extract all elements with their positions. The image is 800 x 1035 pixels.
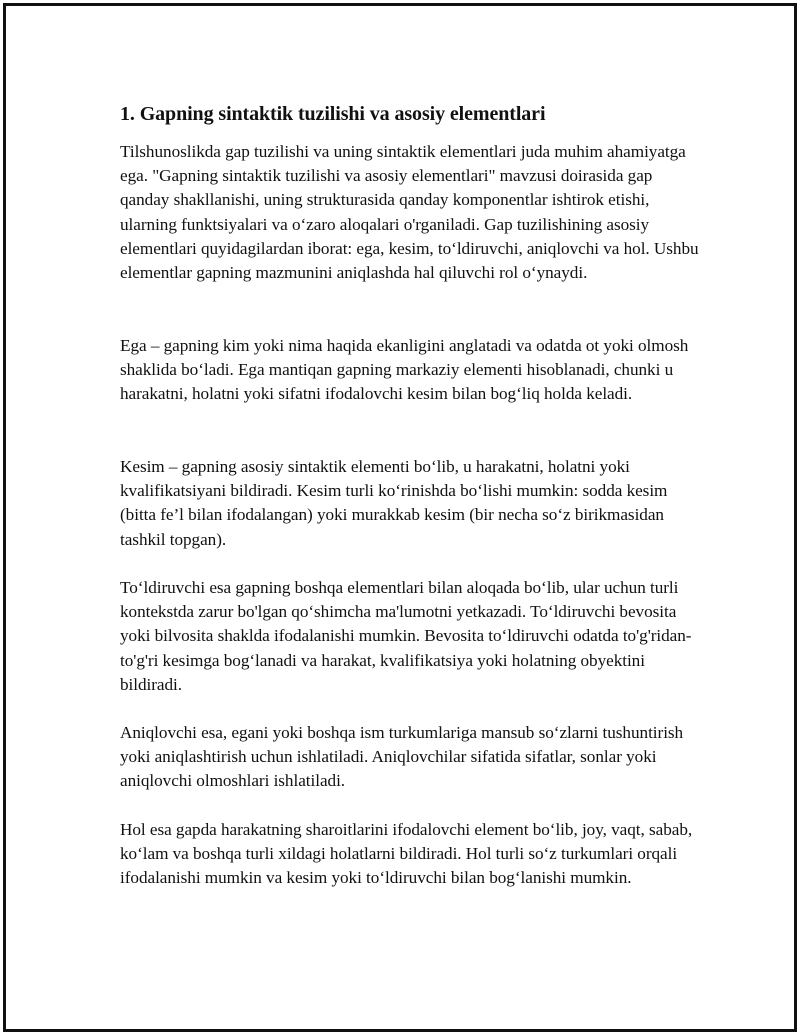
intro-paragraph: Tilshunoslikda gap tuzilishi va uning sintaktik elementlari juda muhim ahamiyatga ega. "Gapning sintaktik tuzilishi va asosiy elementlari" mavzusi doirasida gap qanday shakllanishi, uning strukturasida qanday komponentlar ishtirok etishi, ularning funktsiyalari va o‘zaro aloqalari o'rganiladi. Gap tuzilishining asosiy elementlari quyidagilardan iborat: ega, kesim, to‘ldiruvchi, aniqlovchi va hol. Ushbu elementlar gapning mazmunini aniqlashda hal qiluvchi rol o‘ynaydi.	[120, 142, 699, 283]
hol-paragraph: Hol esa gapda harakatning sharoitlarini ifodalovchi element bo‘lib, joy, vaqt, sabab, ko‘lam va boshqa turli xildagi holatlarni bildiradi. Hol turli so‘z turkumlari orqali ifodalanishi mumkin va kesim yoki to‘ldiruvchi bilan bog‘lanishi mumkin.	[120, 820, 693, 888]
ega-paragraph: Ega – gapning kim yoki nima haqida ekanligini anglatadi va odatda ot yoki olmosh shaklida bo‘ladi. Ega mantiqan gapning markaziy elementi hisoblanadi, chunki u harakatni, holatni yoki sifatni ifodalovchi kesim bilan bog‘liq holda keladi.	[120, 336, 689, 404]
kesim-paragraph: Kesim – gapning asosiy sintaktik elementi bo‘lib, u harakatni, holatni yoki kvalifikatsiyani bildiradi. Kesim turli ko‘rinishda bo‘lishi mumkin: sodda kesim (bitta fe’l bilan ifodalangan) yoki murakkab kesim (bir necha so‘z birikmasidan tashkil topgan).	[120, 457, 668, 549]
document-title: 1. Gapning sintaktik tuzilishi va asosiy elementlari	[120, 103, 546, 125]
page-frame	[3, 3, 797, 1032]
toldiruvchi-paragraph: To‘ldiruvchi esa gapning boshqa elementlari bilan aloqada bo‘lib, ular uchun turli kontekstda zarur bo'lgan qo‘shimcha ma'lumotni yetkazadi. To‘ldiruvchi bevosita yoki bilvosita shaklda ifodalanishi mumkin. Bevosita to‘ldiruvchi odatda to'g'ridan-to'g'ri kesimga bog‘lanadi va harakat, kvalifikatsiya yoki holatning obyektini bildiradi.	[120, 578, 692, 694]
aniqlovchi-paragraph: Aniqlovchi esa, egani yoki boshqa ism turkumlariga mansub so‘zlarni tushuntirish yoki aniqlashtirish uchun ishlatiladi. Aniqlovchilar sifatida sifatlar, sonlar yoki aniqlovchi olmoshlari ishlatiladi.	[120, 723, 684, 791]
document-content	[120, 102, 700, 888]
